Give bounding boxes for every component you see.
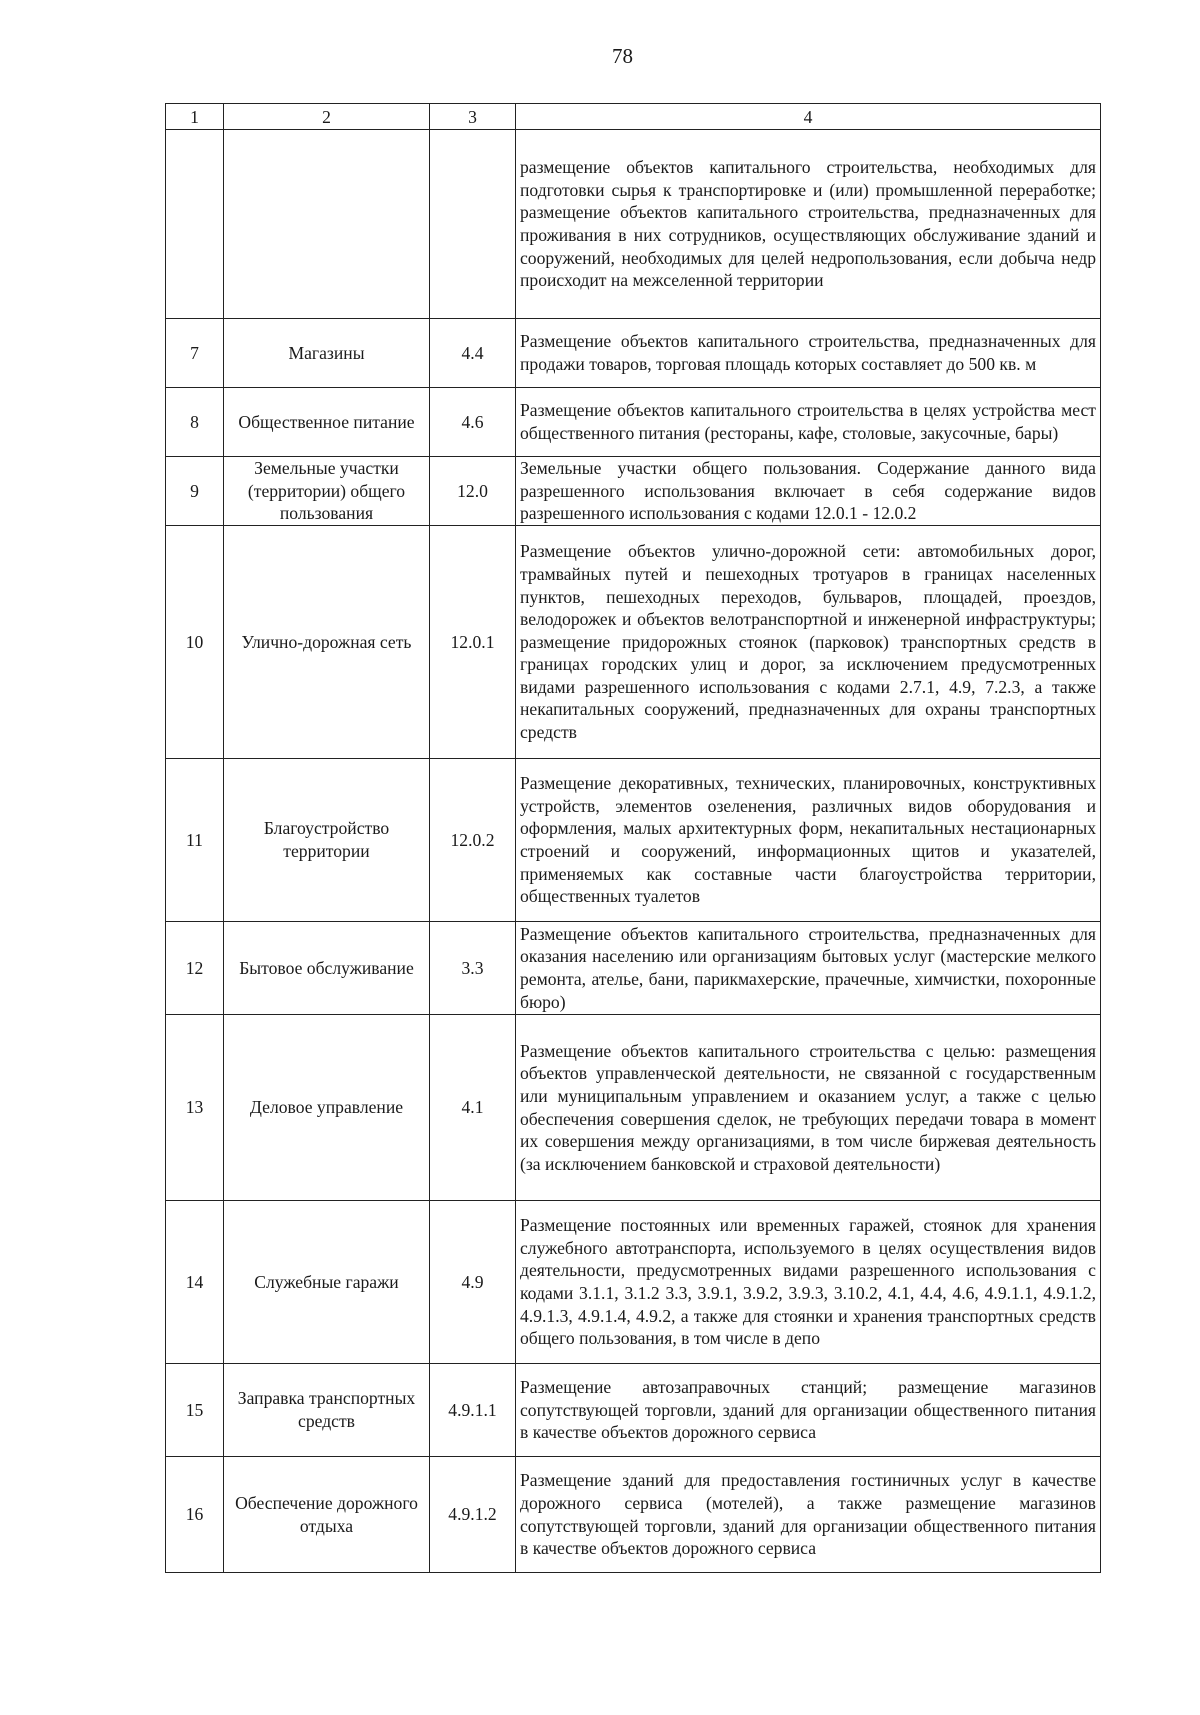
row-number: 14 [166,1201,224,1364]
land-use-table [165,103,1101,1573]
header-row [166,104,1101,130]
column-header-2: 2 [224,104,430,130]
row-code: 12.0 [430,457,516,526]
row-name: Благоустройство территории [224,759,430,922]
row-name [224,130,430,319]
row-code [430,130,516,319]
row-number: 10 [166,526,224,759]
row-name: Улично-дорожная сеть [224,526,430,759]
table-row [166,457,1101,526]
row-description: Размещение объектов улично-дорожной сети: автомобильных дорог, трамвайных путей и пешеходных тротуаров в границах населенных пунктов, пешеходных переходов, бульваров, площадей, проездов, велодорожек и объектов велотранспортной и инженерной инфраструктуры; размещение придорожных стоянок (парковок) транспортных средств в границах городских улиц и дорог, за исключением предусмотренных видами разрешенного использования с кодами 2.7.1, 4.9, 7.2.3, а также некапитальных сооружений, предназначенных для охраны транспортных средств [516,526,1101,759]
row-number [166,130,224,319]
row-number: 13 [166,1015,224,1201]
row-description: Земельные участки общего пользования. Содержание данного вида разрешенного использования включает в себя содержание видов разрешенного использования с кодами 12.0.1 - 12.0.2 [516,457,1101,526]
column-header-4: 4 [516,104,1101,130]
table-row [166,526,1101,759]
column-header-3: 3 [430,104,516,130]
row-name: Заправка транспортных средств [224,1364,430,1457]
row-name: Бытовое обслуживание [224,922,430,1015]
row-name: Общественное питание [224,388,430,457]
row-number: 7 [166,319,224,388]
row-number: 11 [166,759,224,922]
row-code: 3.3 [430,922,516,1015]
table-row [166,319,1101,388]
table-row [166,1015,1101,1201]
row-name: Обеспечение дорожного отдыха [224,1457,430,1573]
row-name: Магазины [224,319,430,388]
row-code: 4.9.1.2 [430,1457,516,1573]
row-name: Земельные участки (территории) общего пользования [224,457,430,526]
row-description: Размещение постоянных или временных гаражей, стоянок для хранения служебного автотранспорта, используемого в целях осуществления видов деятельности, предусмотренных видами разрешенного использования с кодами 3.1.1, 3.1.2 3.3, 3.9.1, 3.9.2, 3.9.3, 3.10.2, 4.1, 4.4, 4.6, 4.9.1.1, 4.9.1.2, 4.9.1.3, 4.9.1.4, 4.9.2, а также для стоянки и хранения транспортных средств общего пользования, в том числе в депо [516,1201,1101,1364]
table-row [166,1457,1101,1573]
row-number: 16 [166,1457,224,1573]
table-row [166,759,1101,922]
row-name: Служебные гаражи [224,1201,430,1364]
row-code: 4.4 [430,319,516,388]
row-description: Размещение объектов капитального строительства в целях устройства мест общественного питания (рестораны, кафе, столовые, закусочные, бары) [516,388,1101,457]
row-number: 8 [166,388,224,457]
row-description: Размещение объектов капитального строительства, предназначенных для продажи товаров, торговая площадь которых составляет до 500 кв. м [516,319,1101,388]
table-row [166,1364,1101,1457]
column-header-1: 1 [166,104,224,130]
row-description: Размещение автозаправочных станций; размещение магазинов сопутствующей торговли, зданий для организации общественного питания в качестве объектов дорожного сервиса [516,1364,1101,1457]
page-number: 78 [612,44,633,68]
row-code: 12.0.1 [430,526,516,759]
row-number: 9 [166,457,224,526]
row-code: 4.1 [430,1015,516,1201]
row-number: 15 [166,1364,224,1457]
row-description: Размещение объектов капитального строительства, предназначенных для оказания населению или организациям бытовых услуг (мастерские мелкого ремонта, ателье, бани, парикмахерские, прачечные, химчистки, похоронные бюро) [516,922,1101,1015]
row-code: 4.9.1.1 [430,1364,516,1457]
table-row [166,388,1101,457]
row-number: 12 [166,922,224,1015]
row-code: 4.6 [430,388,516,457]
row-description: Размещение зданий для предоставления гостиничных услуг в качестве дорожного сервиса (мотелей), а также размещение магазинов сопутствующей торговли, зданий для организации общественного питания в качестве объектов дорожного сервиса [516,1457,1101,1573]
table-row [166,1201,1101,1364]
row-name: Деловое управление [224,1015,430,1201]
table-row [166,130,1101,319]
row-code: 4.9 [430,1201,516,1364]
row-description: Размещение объектов капитального строительства с целью: размещения объектов управленческой деятельности, не связанной с государственным или муниципальным управлением и оказанием услуг, а также с целью обеспечения совершения сделок, не требующих передачи товара в момент их совершения между организациями, в том числе биржевая деятельность (за исключением банковской и страховой деятельности) [516,1015,1101,1201]
table-row [166,922,1101,1015]
row-description: Размещение декоративных, технических, планировочных, конструктивных устройств, элементов озеленения, различных видов оборудования и оформления, малых архитектурных форм, некапитальных нестационарных строений и сооружений, информационных щитов и указателей, применяемых как составные части благоустройства территории, общественных туалетов [516,759,1101,922]
row-description: размещение объектов капитального строительства, необходимых для подготовки сырья к транспортировке и (или) промышленной переработке; размещение объектов капитального строительства, предназначенных для проживания в них сотрудников, осуществляющих обслуживание зданий и сооружений, необходимых для целей недропользования, если добыча недр происходит на межселенной территории [516,130,1101,319]
row-code: 12.0.2 [430,759,516,922]
